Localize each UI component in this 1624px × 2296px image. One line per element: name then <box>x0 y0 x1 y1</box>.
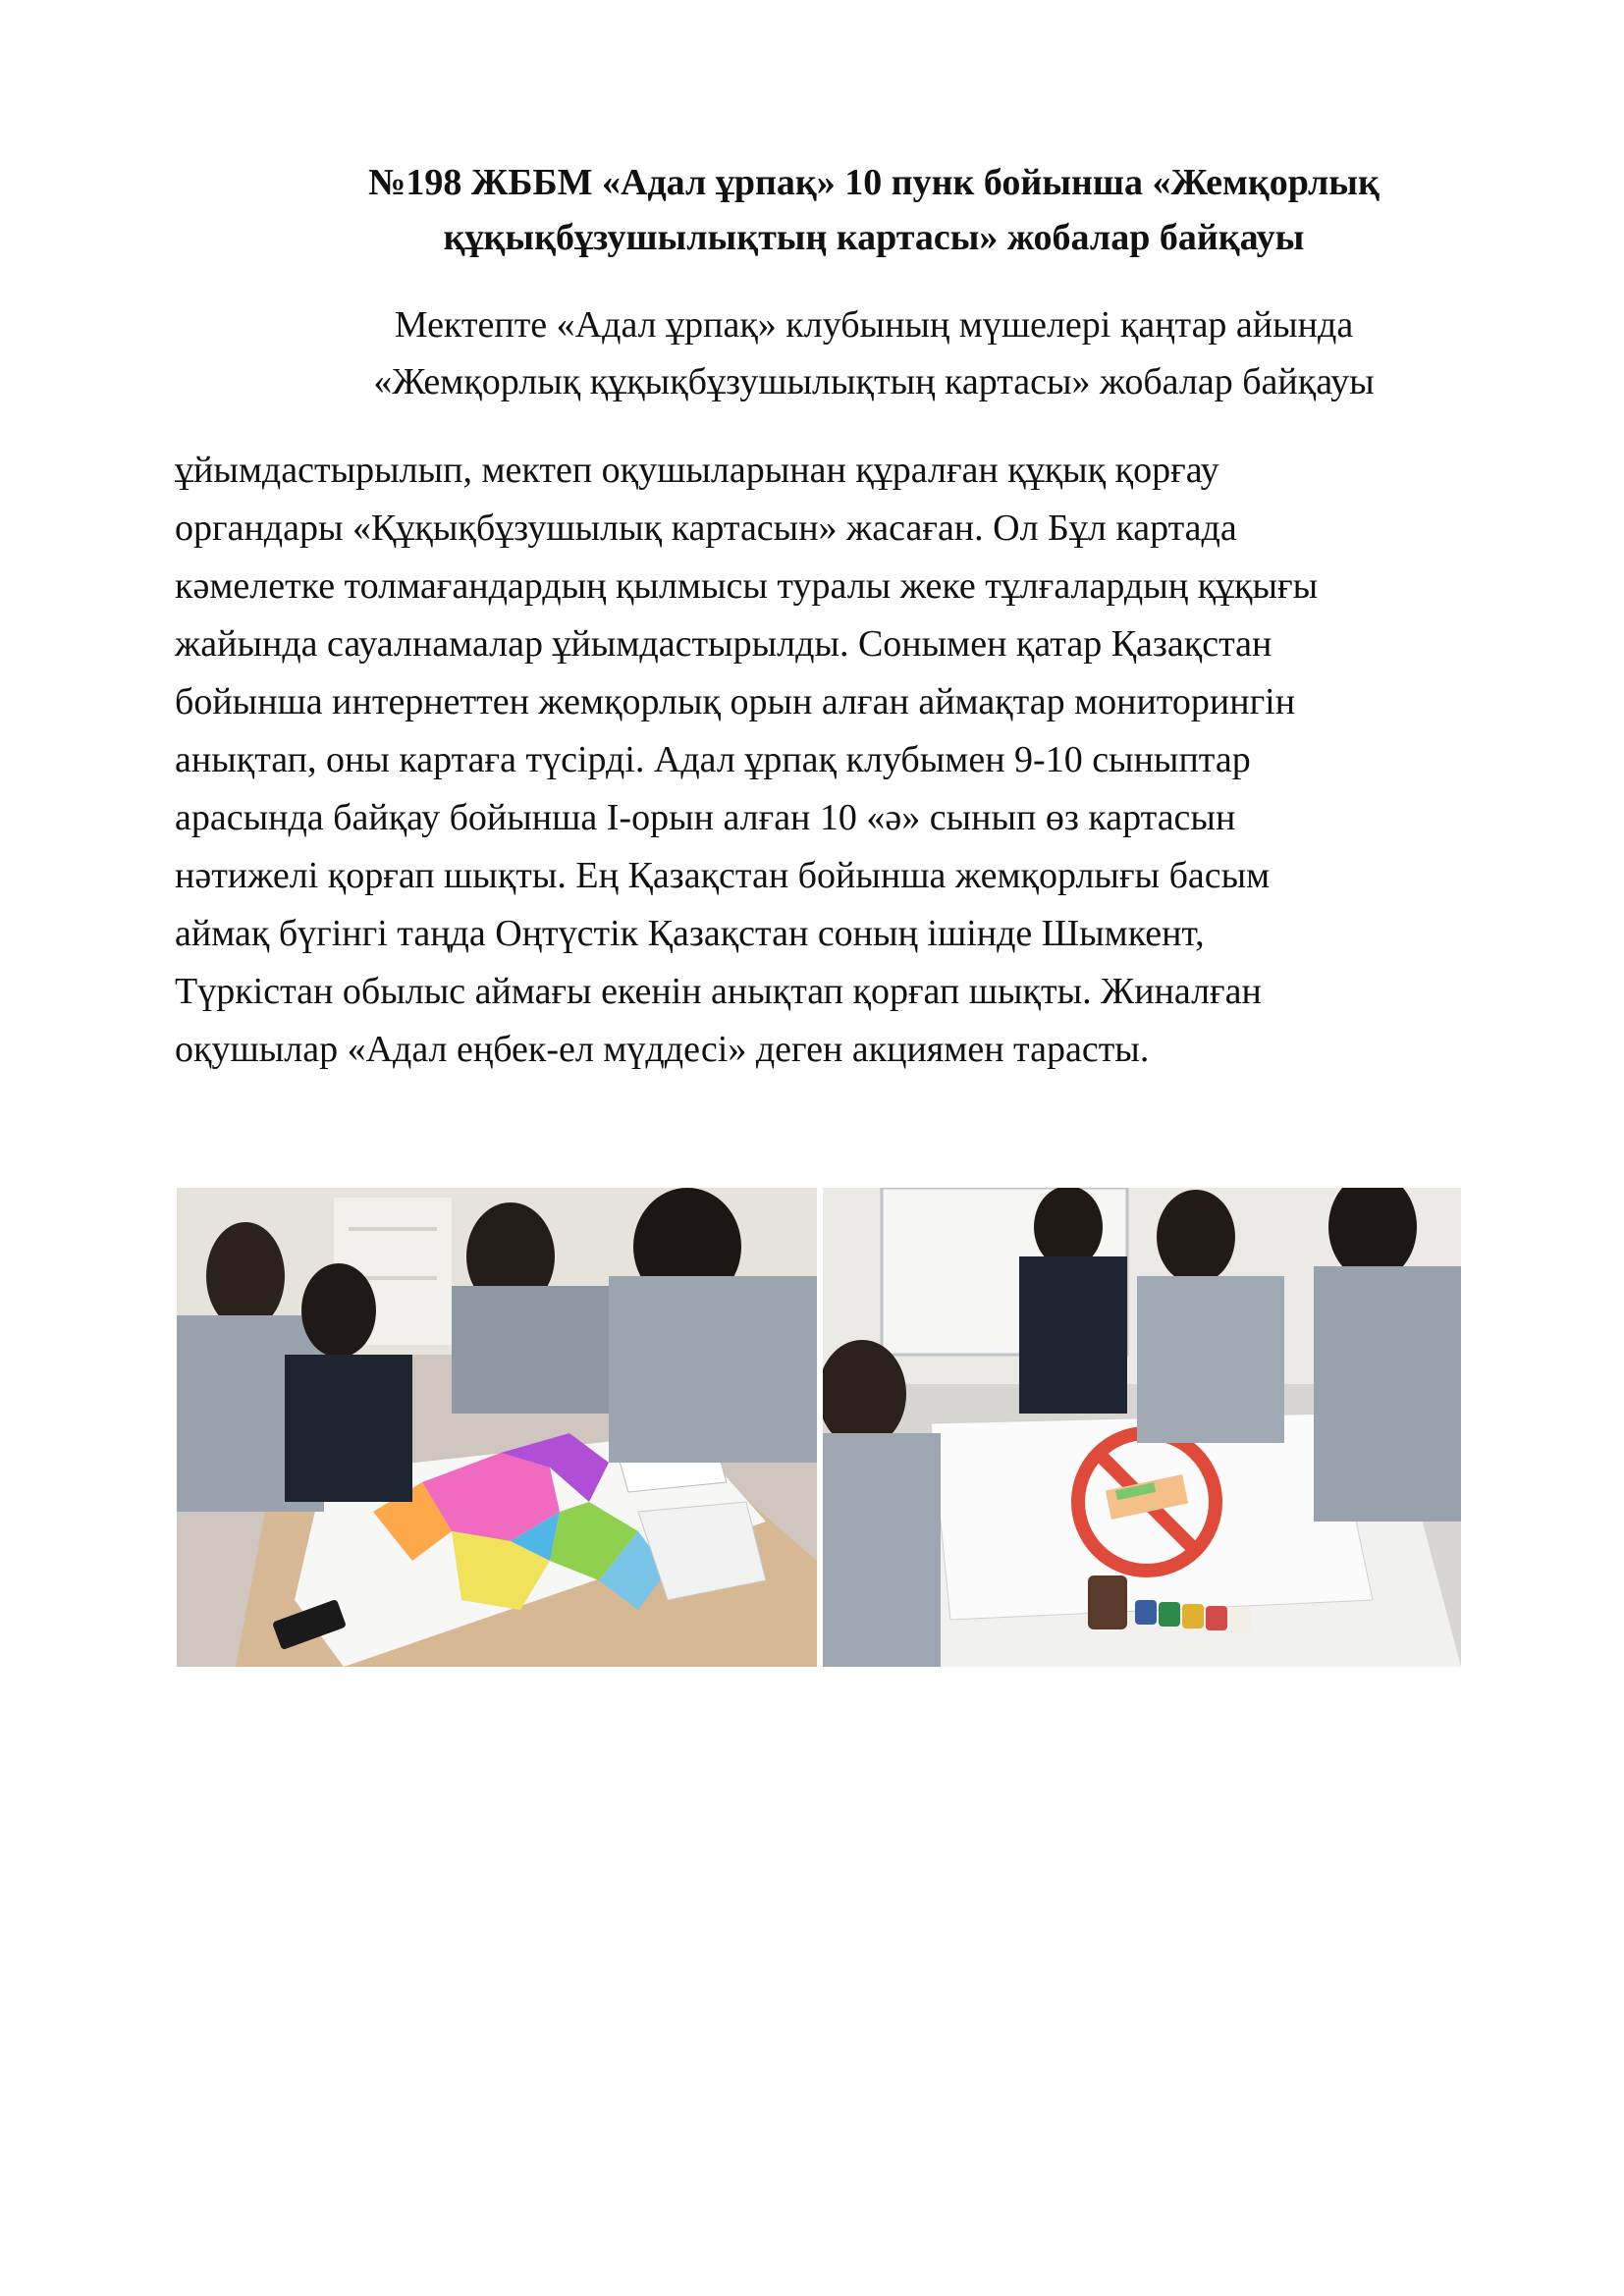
intro-paragraph <box>147 296 1600 410</box>
body-line: Түркістан обылыс аймағы екенін анықтап қорғап шықты. Жиналған <box>175 971 1262 1012</box>
title-line: №198 ЖББМ «Адал ұрпақ» 10 пунк бойынша «Жемқорлық <box>368 162 1380 203</box>
body-line: ұйымдастырылып, мектеп оқушыларынан құралған құқық қорғау <box>175 450 1219 491</box>
body-line: бойынша интернеттен жемқорлық орын алған аймақтар мониторингін <box>175 681 1296 722</box>
body-line: оқушылар «Адал еңбек-ел мүддесі» деген акциямен тарасты. <box>175 1029 1150 1070</box>
body-paragraph <box>175 442 1569 1079</box>
body-line: анықтап, оны картаға түсірді. Адал ұрпақ клубымен 9-10 сыныптар <box>175 739 1251 780</box>
intro-line: Мектепте «Адал ұрпақ» клубының мүшелері қаңтар айында <box>394 304 1354 346</box>
title-line: құқықбұзушылықтың картасы» жобалар байқауы <box>443 217 1305 258</box>
body-line: жайында сауалнамалар ұйымдастырылды. Сонымен қатар Қазақстан <box>175 623 1272 665</box>
body-line: нәтижелі қорғап шықты. Ең Қазақстан бойынша жемқорлығы басым <box>175 855 1271 896</box>
body-line: кәмелетке толмағандардың қылмысы туралы жеке тұлғалардың құқығы <box>175 565 1319 607</box>
photo-students-anti-corruption-poster <box>823 1188 1461 1667</box>
body-line: органдары «Құқықбұзушылық картасын» жасаған. Ол Бұл картада <box>175 507 1237 549</box>
intro-line: «Жемқорлық құқықбұзушылықтың картасы» жобалар байқауы <box>373 361 1375 402</box>
body-line: арасында байқау бойынша І-орын алған 10 «ә» сынып өз картасын <box>175 797 1236 838</box>
photo-students-coloring-map <box>177 1188 817 1667</box>
photo-row <box>177 1188 1461 1667</box>
document-title <box>147 155 1600 265</box>
body-line: аймақ бүгінгі таңда Оңтүстік Қазақстан соның ішінде Шымкент, <box>175 913 1205 954</box>
